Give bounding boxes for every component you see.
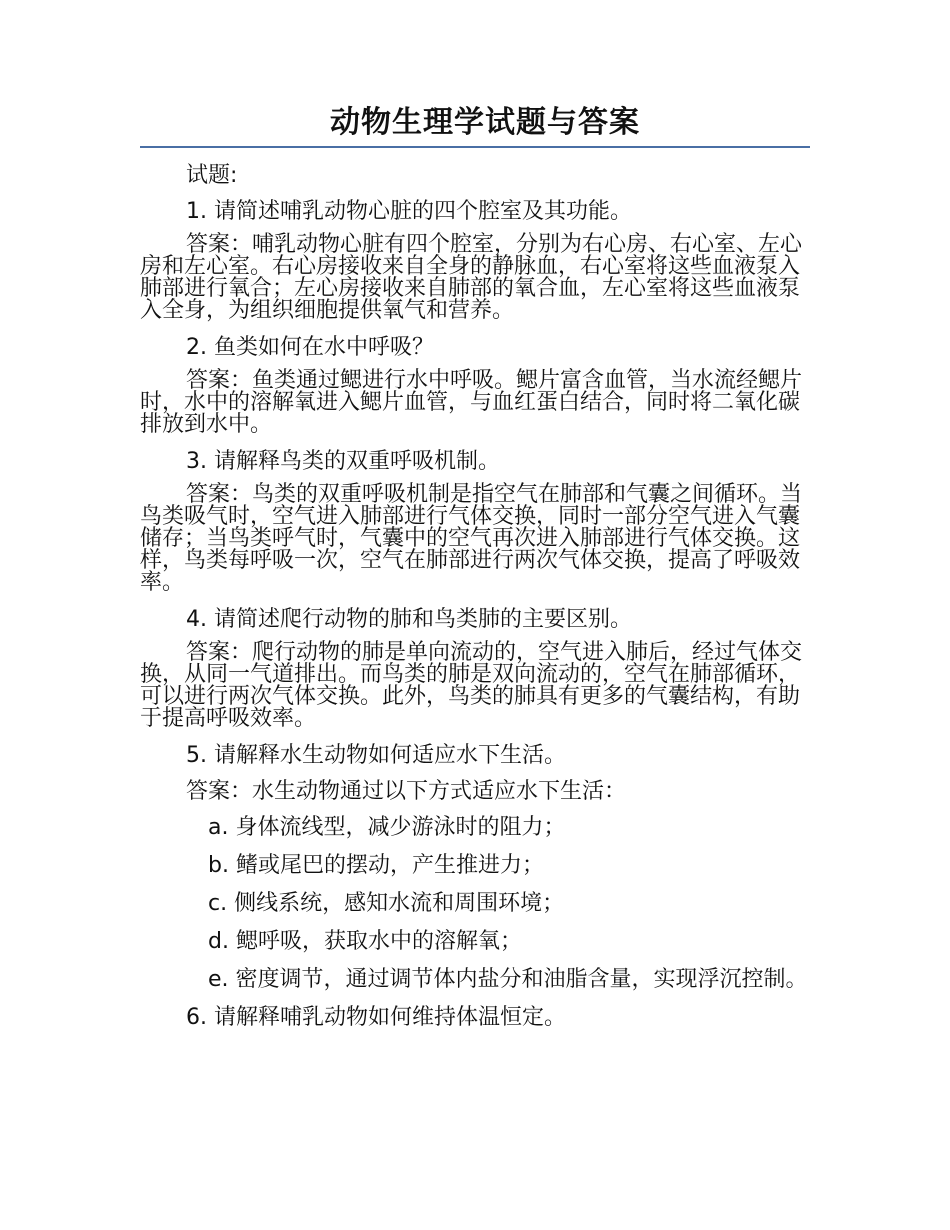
question-5: 5. 请解释水生动物如何适应水下生活。 xyxy=(186,743,566,768)
section-label: 试题: xyxy=(186,163,238,188)
answer-2: 答案：鱼类通过鳃进行水中呼吸。鳃片富含血管，当水流经鳃片时，水中的溶解氧进入鳃片血管，与血红蛋白结合，同时将二氧化碳排放到水中。 xyxy=(140,368,803,437)
answer-3: 答案：鸟类的双重呼吸机制是指空气在肺部和气囊之间循环。当鸟类吸气时，空气进入肺部进行气体交换，同时一部分空气进入气囊储存；当鸟类呼气时，气囊中的空气再次进入肺部进行气体交换。这样，鸟类每呼吸一次，空气在肺部进行两次气体交换，提高了呼吸效率。 xyxy=(140,482,803,595)
document-page xyxy=(140,100,810,1040)
question-6: 6. 请解释哺乳动物如何维持体温恒定。 xyxy=(186,1005,566,1030)
answer-5-item-e: e. 密度调节，通过调节体内盐分和油脂含量，实现浮沉控制。 xyxy=(208,967,808,992)
page-title: 动物生理学试题与答案 xyxy=(330,105,640,140)
question-2: 2. 鱼类如何在水中呼吸？ xyxy=(186,335,434,360)
answer-1: 答案：哺乳动物心脏有四个腔室，分别为右心房、右心室、左心房和左心室。右心房接收来自全身的静脉血，右心室将这些血液泵入肺部进行氧合；左心房接收来自肺部的氧合血，左心室将这些血液泵入全身，为组织细胞提供氧气和营养。 xyxy=(140,232,803,323)
title-underline xyxy=(140,146,810,148)
question-1: 1. 请简述哺乳动物心脏的四个腔室及其功能。 xyxy=(186,199,632,224)
question-3: 3. 请解释鸟类的双重呼吸机制。 xyxy=(186,449,500,474)
answer-5-item-d: d. 鳃呼吸，获取水中的溶解氧； xyxy=(208,929,522,954)
answer-5-item-c: c. 侧线系统，感知水流和周围环境； xyxy=(208,891,565,916)
answer-5-item-a: a. 身体流线型，减少游泳时的阻力； xyxy=(208,815,566,840)
answer-4: 答案：爬行动物的肺是单向流动的，空气进入肺后，经过气体交换，从同一气道排出。而鸟类的肺是双向流动的，空气在肺部循环，可以进行两次气体交换。此外，鸟类的肺具有更多的气囊结构，有助于提高呼吸效率。 xyxy=(140,640,803,731)
answer-5-item-b: b. 鳍或尾巴的摆动，产生推进力； xyxy=(208,853,544,878)
question-4: 4. 请简述爬行动物的肺和鸟类肺的主要区别。 xyxy=(186,607,632,632)
answer-5-intro: 答案：水生动物通过以下方式适应水下生活： xyxy=(186,779,627,804)
